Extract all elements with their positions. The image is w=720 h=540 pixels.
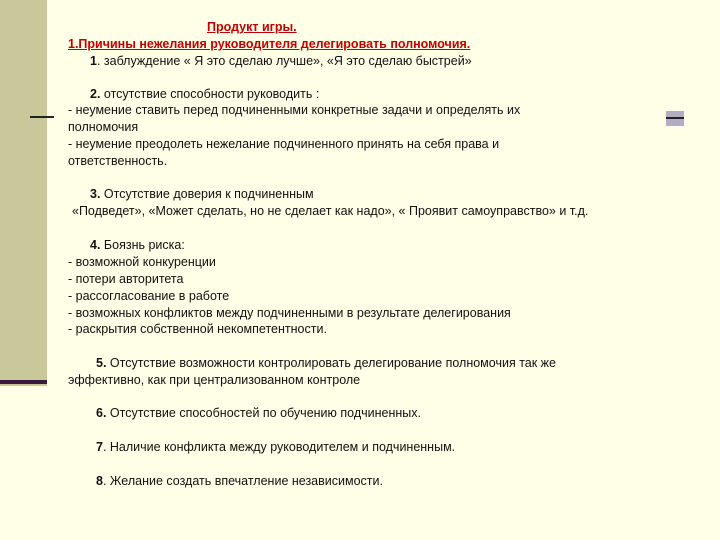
item-2-line: полномочия	[68, 120, 139, 134]
item-3: 3. Отсутствие доверия к подчиненным	[90, 187, 314, 201]
menu-icon	[666, 111, 684, 126]
item-8: 8. Желание создать впечатление независимости.	[96, 474, 383, 488]
sidebar-lower	[0, 386, 47, 540]
item-2: 2. отсутствие способности руководить :	[90, 87, 320, 101]
dash-mark	[30, 116, 54, 118]
item-4-line: - возможных конфликтов между подчиненными в результате делегирования	[68, 306, 511, 320]
item-4-line: - возможной конкуренции	[68, 255, 216, 269]
item-1: 1. заблуждение « Я это сделаю лучше», «Я это сделаю быстрей»	[90, 54, 472, 68]
item-2-line: - неумение ставить перед подчиненными конкретные задачи и определять их	[68, 103, 521, 117]
slide-heading: 1.Причины нежелания руководителя делегировать полномочия.	[68, 37, 471, 51]
item-5: 5. Отсутствие возможности контролировать делегирование полномочия так же	[96, 356, 556, 370]
item-4-line: - потери авторитета	[68, 272, 184, 286]
item-2-line: - неумение преодолеть нежелание подчиненного принять на себя права и	[68, 137, 500, 151]
slide-title: Продукт игры.	[207, 20, 297, 34]
sidebar-divider	[0, 380, 47, 384]
item-5-line: эффективно, как при централизованном контроле	[68, 373, 361, 387]
item-4: 4. Боязнь риска:	[90, 238, 185, 252]
item-4-line: - рассогласование в работе	[68, 289, 230, 303]
item-3-line: «Подведет», «Может сделать, но не сделает как надо», « Проявит самоуправство» и т.д.	[72, 204, 589, 218]
item-7: 7. Наличие конфликта между руководителем и подчиненным.	[96, 440, 456, 454]
item-2-line: ответственность.	[68, 154, 168, 168]
item-4-line: - раскрытия собственной некомпетентности.	[68, 322, 327, 336]
item-6: 6. Отсутствие способностей по обучению подчиненных.	[96, 406, 421, 420]
